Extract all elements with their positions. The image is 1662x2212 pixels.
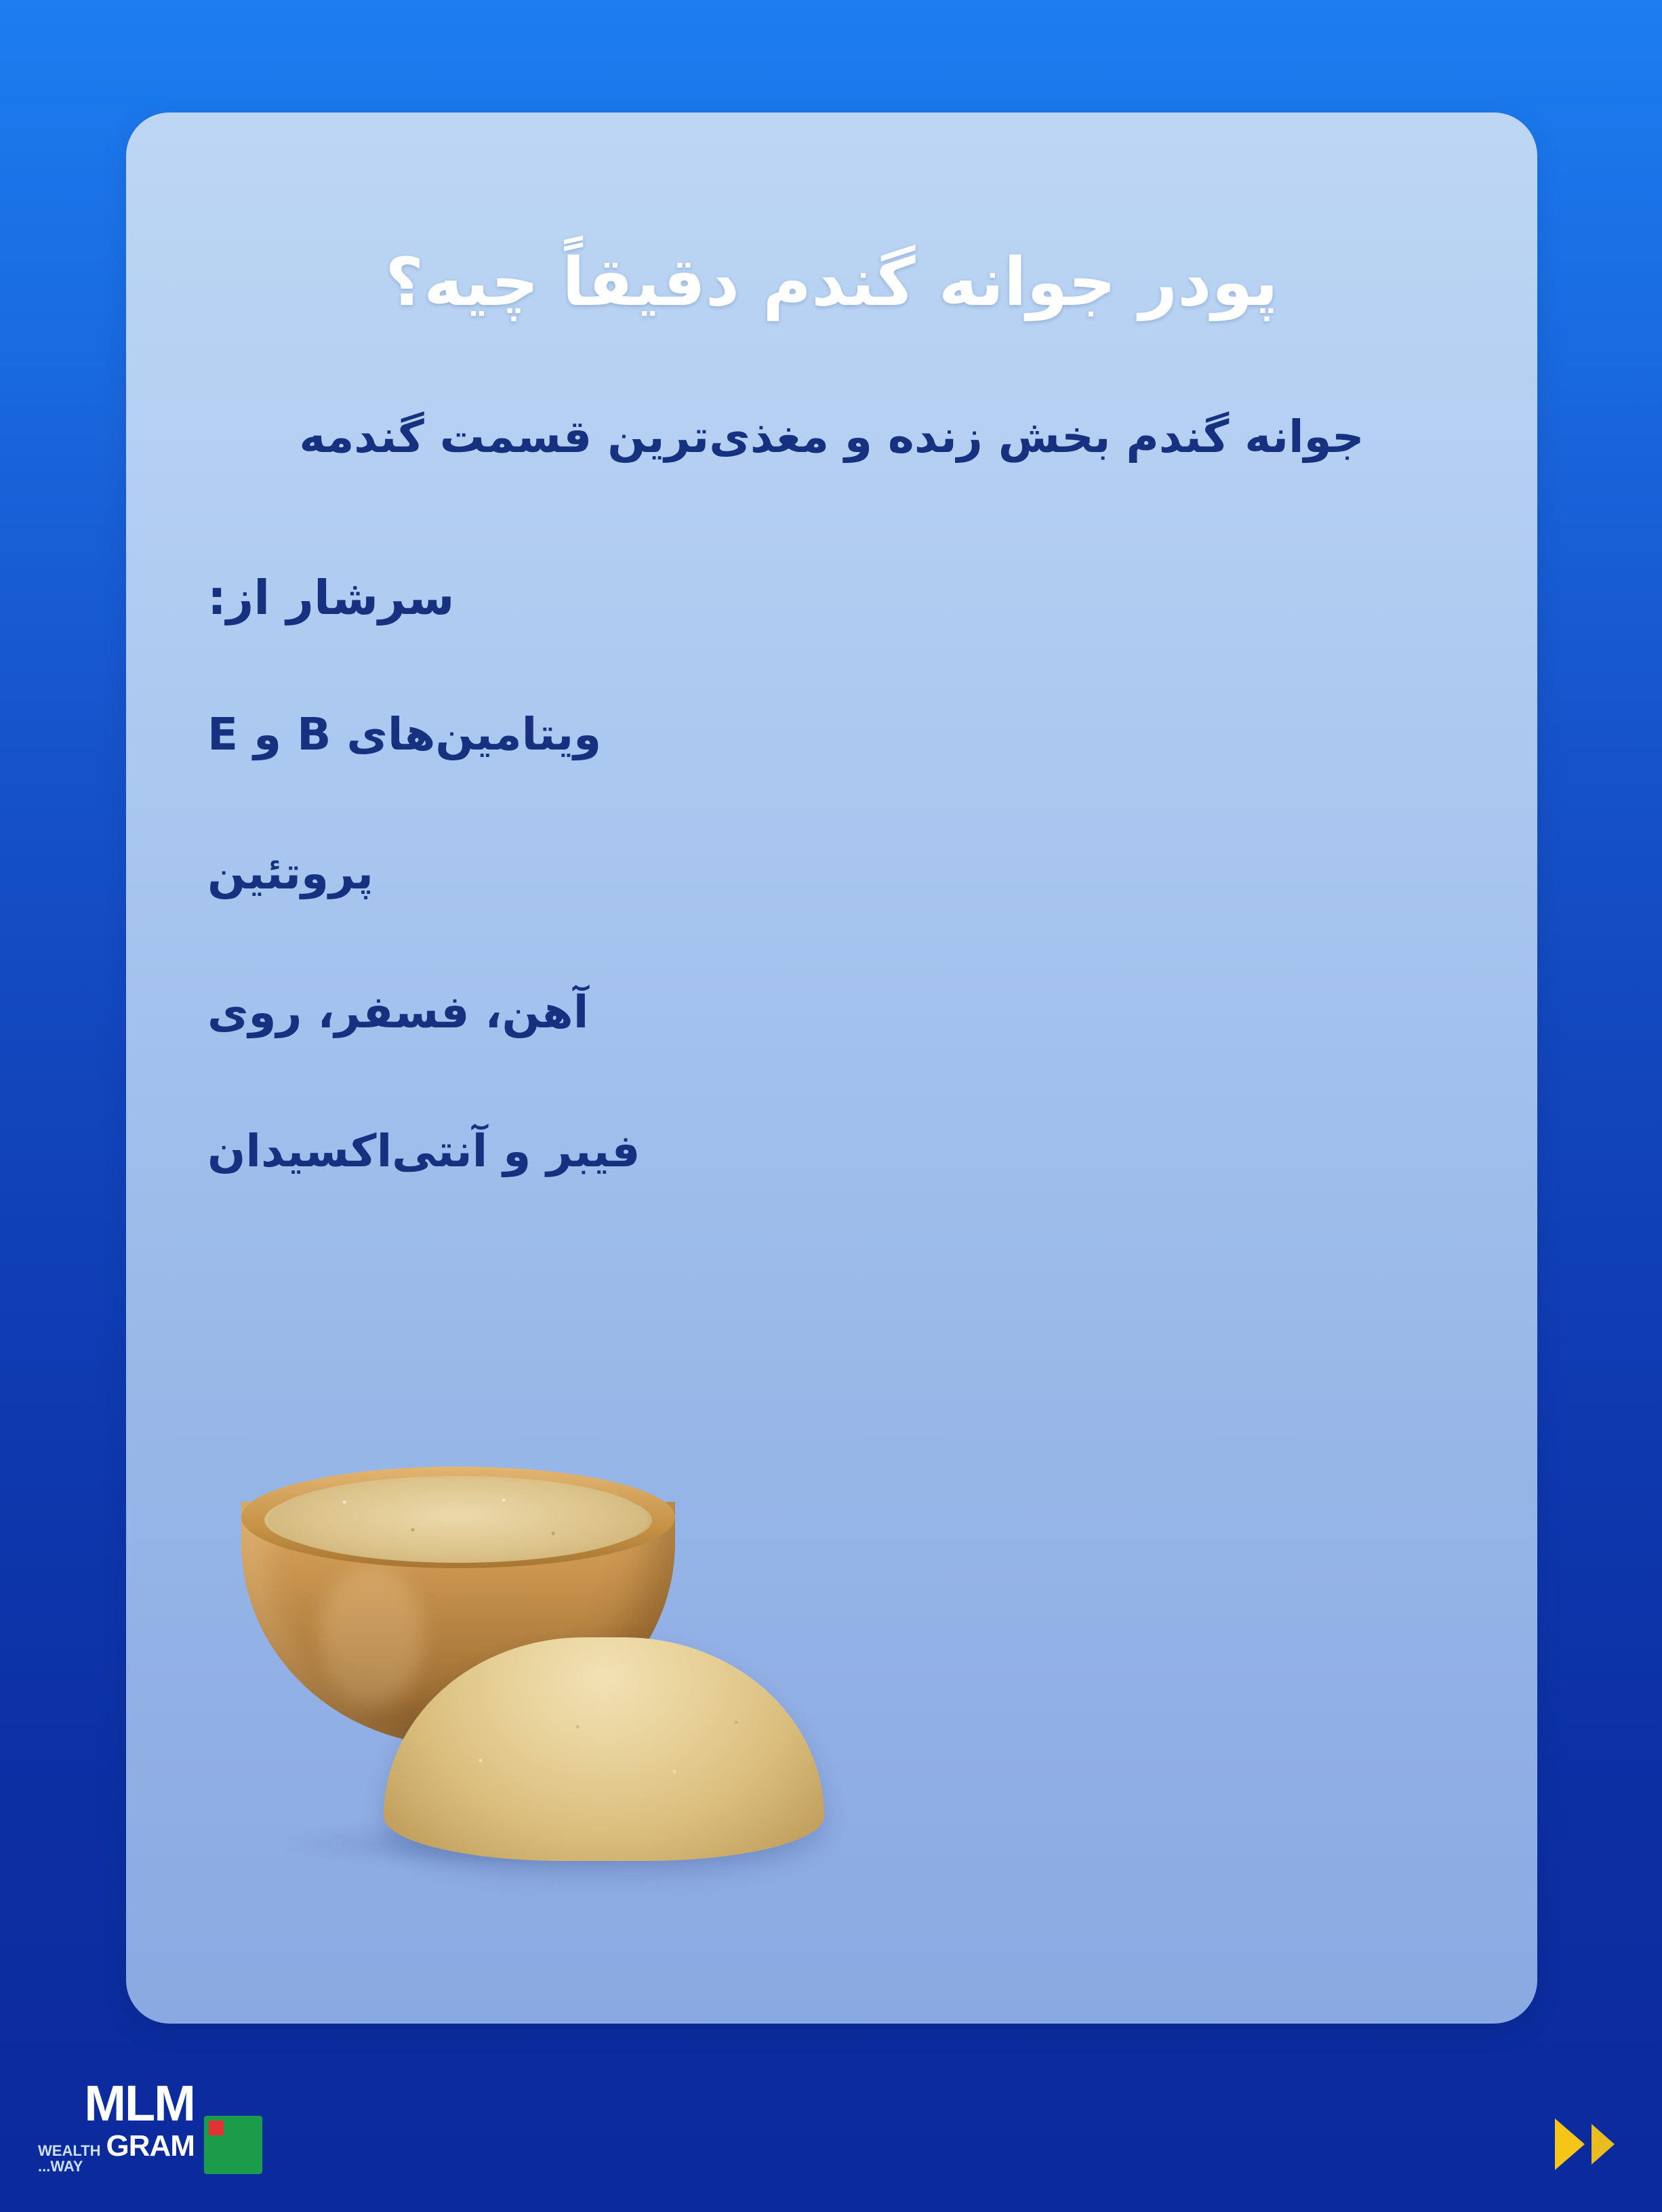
logo-tagline-line1: WEALTH <box>38 2142 101 2159</box>
logo-top-text: MLM <box>84 2074 195 2131</box>
logo-wordmark <box>38 2074 195 2175</box>
list-lead-in: سرشار از: <box>207 569 455 626</box>
list-item: پروتئین <box>207 846 373 899</box>
content-card <box>126 112 1537 2024</box>
logo-tagline-line2: WAY... <box>38 2157 83 2175</box>
chevron-right-icon[interactable] <box>1555 2118 1585 2170</box>
logo-bottom-text: GRAM <box>106 2129 195 2163</box>
logo-mark-icon <box>204 2116 262 2174</box>
brand-logo <box>38 2074 262 2175</box>
subheading: جوانه گندم بخش زنده و مغذی‌ترین قسمت گندمه <box>299 410 1364 463</box>
list-item: فیبر و آنتی‌اکسیدان <box>207 1125 641 1178</box>
logo-tagline <box>38 2143 100 2174</box>
page-title: پودر جوانه گندم دقیقاً چیه؟ <box>385 244 1278 321</box>
list-item: آهن، فسفر، روی <box>207 986 589 1039</box>
chevron-right-icon-small[interactable] <box>1592 2124 1615 2165</box>
next-arrows[interactable] <box>1555 2118 1615 2170</box>
logo-bottom-row <box>38 2131 195 2174</box>
nutrient-list <box>207 704 1456 1181</box>
text-content <box>207 241 1456 1181</box>
bowl-powder <box>268 1476 648 1563</box>
wheat-germ-illustration <box>201 1414 878 1956</box>
list-item: ویتامین‌های B و E <box>207 708 602 760</box>
